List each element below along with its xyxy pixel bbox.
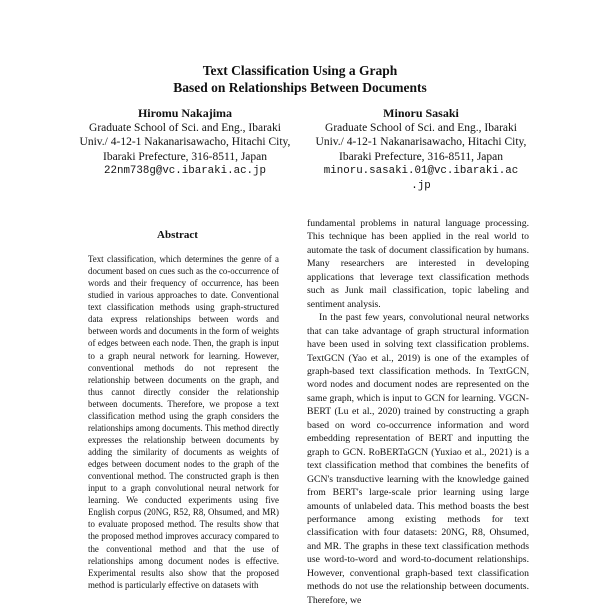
body-column-right — [307, 217, 529, 606]
author-name: Hiromu Nakajima — [137, 106, 233, 120]
author-affiliation-line: Univ./ 4-12-1 Nakanarisawacho, Hitachi City, — [315, 136, 527, 149]
title-line-1: Text Classification Using a Graph — [202, 63, 398, 78]
abstract-text: Text classification, which determines the genre of a document based on cues such as the co-occurrence of words and their frequency of occurrence, has been studied in various approaches to date. Conventional text classification methods using graph-structured data express relationships between words and between words and documents in the form of weights of edges between each node. Then, the graph is input to a graph neural network for learning. However, conventional methods do not represent the relationship between documents on the graph, and thus cannot directly consider the relationship between documents. Therefore, we propose a text classification method using the graph considers the relationships among documents. This method directly expresses the relationship between documents by adding the similarity of documents as weights of edges between document nodes to the graph of the conventional method. The constructed graph is then input to a graph convolutional neural network for learning. We conducted experiments using five English corpus (20NG, R52, R8, Ohsumed, and MR) to evaluate proposed method. The results show that the proposed method improves accuracy compared to the conventional method and that the use of relationships among document nodes is effective. Experimental results also show that the proposed method is particularly effective on datasets with — [88, 254, 279, 590]
author-email-continued: .jp — [411, 179, 431, 192]
author-affiliation-line: Univ./ 4-12-1 Nakanarisawacho, Hitachi City, — [79, 136, 291, 149]
author-affiliation-line: Ibaraki Prefecture, 316-8511, Japan — [338, 150, 504, 163]
author-name: Minoru Sasaki — [383, 106, 459, 120]
body-paragraph: In the past few years, convolutional neural networks that can take advantage of graph structural information have been used in solving text classification problems. TextGCN (Yao et al., 2019) is one of the examples of graph-based text classification methods. In TextGCN, word nodes and document nodes are represented on the same graph, which is input to GCN for learning. VGCN-BERT (Lu et al., 2020) trained by constructing a graph based on word co-occurrence information and word embedding representation of BERT and inputting the graph to GCN. RoBERTaGCN (Yuxiao et al., 2021) is a text classification method that combines the benefits of GCN's transductive learning with the knowledge gained from BERT's large-scale prior learning using large amounts of unlabeled data. This method boasts the best performance among existing methods for text classification with four datasets: 20NG, R8, Ohsumed, and MR. The graphs in these text classification methods use word-to-word and word-to-document relationships. However, conventional graph-based text classification methods do not use the relationship between documents. Therefore, we — [307, 312, 529, 606]
author-affiliation-line: Graduate School of Sci. and Eng., Ibaraki — [89, 121, 281, 134]
title-line-2: Based on Relationships Between Documents — [173, 80, 427, 95]
author-email: 22nm738g@vc.ibaraki.ac.jp — [104, 165, 266, 178]
author-block-1 — [60, 106, 310, 179]
paper-title — [0, 62, 600, 96]
author-affiliation-line: Graduate School of Sci. and Eng., Ibaraki — [325, 121, 517, 134]
body-paragraph: fundamental problems in natural language processing. This technique has been applied in the real world to automate the task of document classification by humans. Many researchers are interested in developing applications that leverage text classification methods such as Junk mail classification, topic labeling and sentiment analysis. — [307, 218, 529, 310]
author-email: minoru.sasaki.01@vc.ibaraki.ac — [323, 165, 519, 178]
abstract-heading: Abstract — [157, 229, 198, 241]
author-block-2 — [296, 106, 546, 194]
author-affiliation-line: Ibaraki Prefecture, 316-8511, Japan — [102, 150, 268, 163]
